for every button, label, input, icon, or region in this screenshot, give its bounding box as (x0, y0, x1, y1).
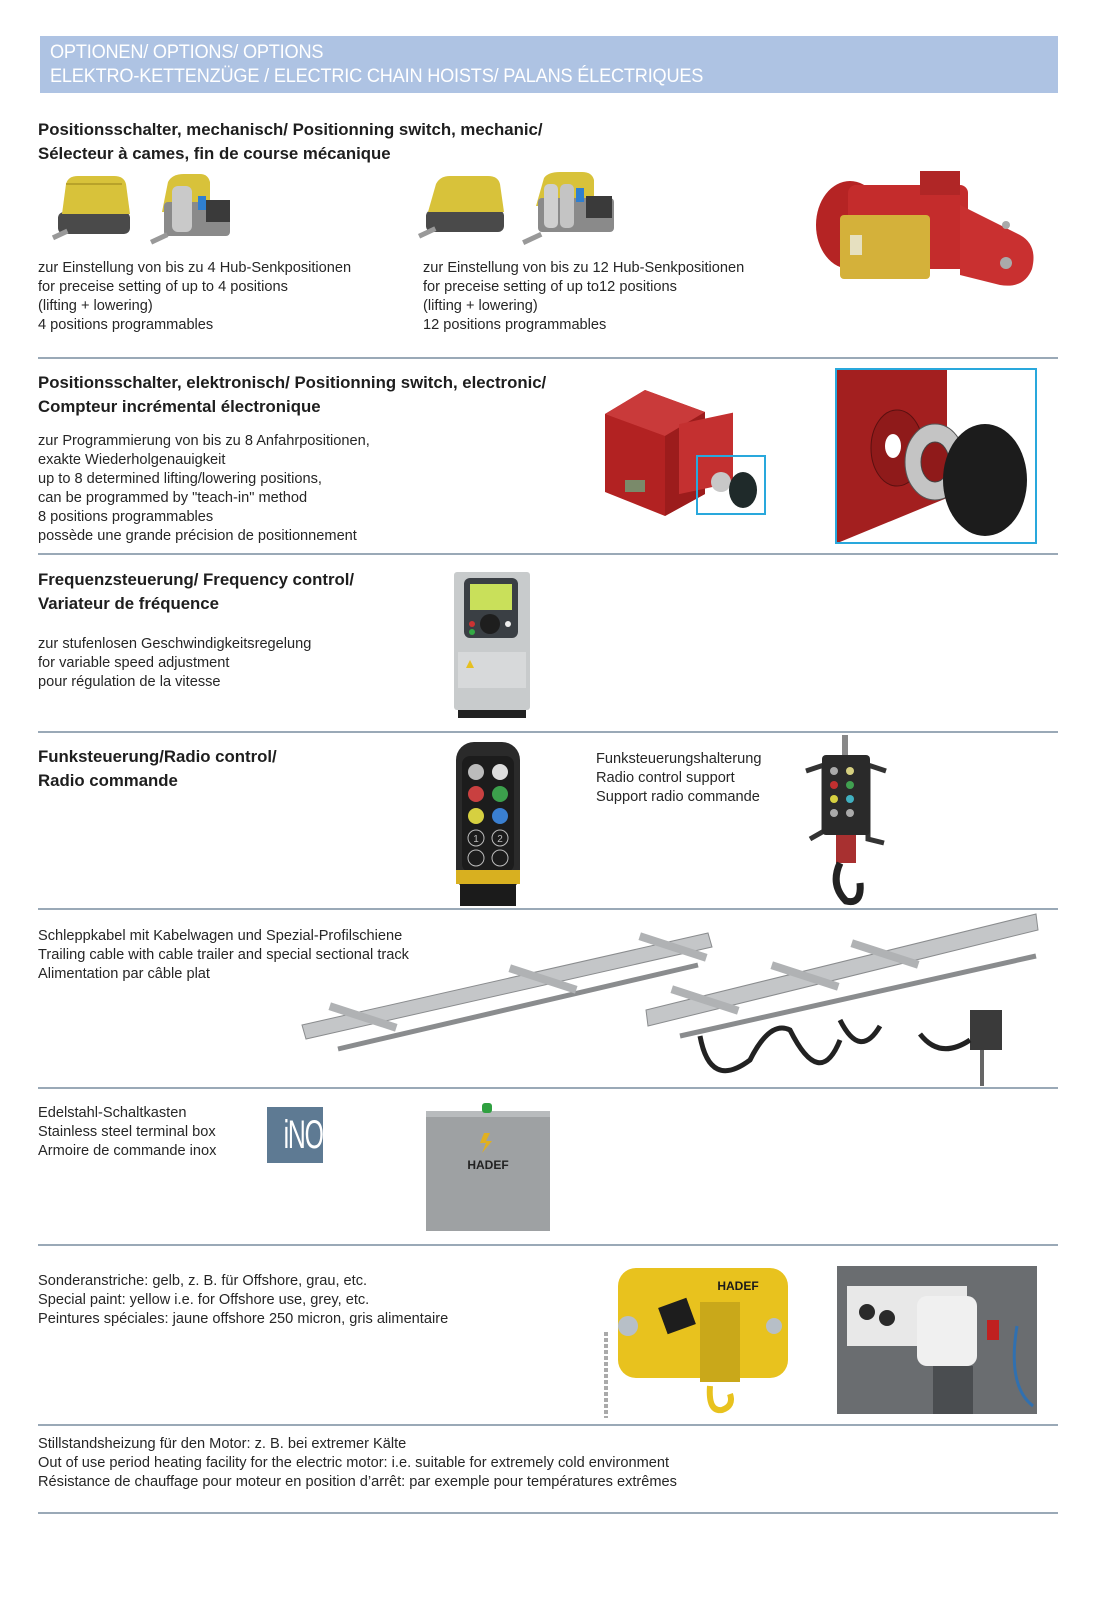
mech-12pos-line: for preceise setting of up to12 positions (423, 279, 677, 295)
trailing-cable-system-image (640, 910, 1040, 1088)
header-title-line-1: OPTIONEN/ OPTIONS/ OPTIONS (50, 41, 324, 63)
inox-logo (267, 1107, 338, 1163)
radio-remote-control-image (452, 742, 524, 906)
elec-line: zur Programmierung von bis zu 8 Anfahrpositionen, (38, 433, 370, 449)
freq-line: for variable speed adjustment (38, 655, 230, 671)
elec-switch-description (38, 432, 370, 546)
radio-title-line-2: Radio commande (38, 771, 178, 790)
heat-line: Résistance de chauffage pour moteur en position d’arrêt: par exemple pour températures extrêmes (38, 1474, 677, 1490)
elec-switch-title (38, 371, 546, 419)
elec-line: exakte Wiederholgenauigkeit (38, 452, 226, 468)
radio-support-line: Funksteuerungshalterung (596, 751, 762, 767)
radio-control-title (38, 745, 277, 793)
section-divider (38, 553, 1058, 555)
mech-switch-title (38, 118, 543, 166)
svg-text:HADEF: HADEF (717, 1279, 759, 1293)
paint-line: Sonderanstriche: gelb, z. B. für Offshore, grau, etc. (38, 1273, 368, 1289)
cable-line: Alimentation par câble plat (38, 966, 210, 982)
radio-control-holder-image (800, 735, 892, 907)
cable-line: Trailing cable with cable trailer and special sectional track (38, 947, 409, 963)
section-divider (38, 1087, 1058, 1089)
mech-4pos-line: for preceise setting of up to 4 positions (38, 279, 288, 295)
frequency-inverter-image (452, 572, 532, 718)
freq-control-description (38, 635, 311, 692)
mech-4pos-line: zur Einstellung von bis zu 4 Hub-Senkpositionen (38, 260, 352, 276)
mech-title-line-1: Positionsschalter, mechanisch/ Positionning switch, mechanic/ (38, 120, 543, 139)
hoist-with-cam-switch-image (810, 165, 1042, 297)
svg-text:HADEF: HADEF (467, 1158, 509, 1172)
elec-title-line-2: Compteur incrémental électronique (38, 397, 321, 416)
heat-line: Out of use period heating facility for the electric motor: i.e. suitable for extremely cold environment (38, 1455, 670, 1471)
freq-title-line-2: Variateur de fréquence (38, 594, 219, 613)
mech-4pos-line: 4 positions programmables (38, 317, 214, 333)
cam-switch-open-image-4pos (150, 172, 234, 250)
mech-12pos-line: zur Einstellung von bis zu 12 Hub-Senkpositionen (423, 260, 745, 276)
cam-switch-open-image-12pos (520, 170, 620, 250)
section-divider (38, 1424, 1058, 1426)
mech-12pos-description (423, 259, 744, 335)
elec-line: up to 8 determined lifting/lowering positions, (38, 471, 322, 487)
freq-title-line-1: Frequenzsteuerung/ Frequency control/ (38, 570, 355, 589)
mech-12pos-line: (lifting + lowering) (423, 298, 538, 314)
inox-line: Stainless steel terminal box (38, 1124, 216, 1140)
radio-support-description (596, 750, 762, 807)
grey-painted-hoist-image (837, 1266, 1037, 1414)
cam-switch-closed-image-4pos (52, 172, 134, 248)
special-paint-description (38, 1272, 448, 1329)
encoder-detail-zoom-image (835, 368, 1037, 544)
svg-text:2: 2 (497, 834, 503, 845)
elec-line: possède une grande précision de positionnement (38, 528, 357, 544)
page-header-banner (40, 36, 1058, 93)
mech-12pos-line: 12 positions programmables (423, 317, 607, 333)
svg-text:1: 1 (473, 834, 479, 845)
section-divider (38, 1244, 1058, 1246)
radio-support-line: Support radio commande (596, 789, 760, 805)
stainless-steel-box-image (424, 1103, 552, 1231)
cable-line: Schleppkabel mit Kabelwagen und Spezial-Profilschiene (38, 928, 403, 944)
inox-line: Edelstahl-Schaltkasten (38, 1105, 187, 1121)
freq-control-title (38, 568, 354, 616)
mech-title-line-2: Sélecteur à cames, fin de course mécanique (38, 144, 391, 163)
mech-4pos-description (38, 259, 351, 335)
radio-support-line: Radio control support (596, 770, 735, 786)
freq-line: zur stufenlosen Geschwindigkeitsregelung (38, 636, 312, 652)
yellow-painted-hoist-image (598, 1262, 788, 1418)
section-divider (38, 1512, 1058, 1514)
elec-line: can be programmed by "teach-in" method (38, 490, 308, 506)
incremental-encoder-assembly-image (595, 384, 770, 522)
heat-line: Stillstandsheizung für den Motor: z. B. bei extremer Kälte (38, 1436, 407, 1452)
inox-box-description (38, 1104, 216, 1161)
inox-logo-text: iNOX (283, 1113, 338, 1157)
paint-line: Peintures spéciales: jaune offshore 250 micron, gris alimentaire (38, 1311, 449, 1327)
elec-title-line-1: Positionsschalter, elektronisch/ Positionning switch, electronic/ (38, 373, 547, 392)
inox-line: Armoire de commande inox (38, 1143, 217, 1159)
freq-line: pour régulation de la vitesse (38, 674, 221, 690)
elec-line: 8 positions programmables (38, 509, 214, 525)
motor-heating-description (38, 1435, 677, 1492)
radio-title-line-1: Funksteuerung/Radio control/ (38, 747, 277, 766)
mech-4pos-line: (lifting + lowering) (38, 298, 153, 314)
cam-switch-closed-image-12pos (418, 172, 510, 246)
paint-line: Special paint: yellow i.e. for Offshore use, grey, etc. (38, 1292, 370, 1308)
section-divider (38, 731, 1058, 733)
section-divider (38, 357, 1058, 359)
header-title-line-2: ELEKTRO-KETTENZÜGE / ELECTRIC CHAIN HOISTS/ PALANS ÉLECTRIQUES (50, 65, 704, 87)
